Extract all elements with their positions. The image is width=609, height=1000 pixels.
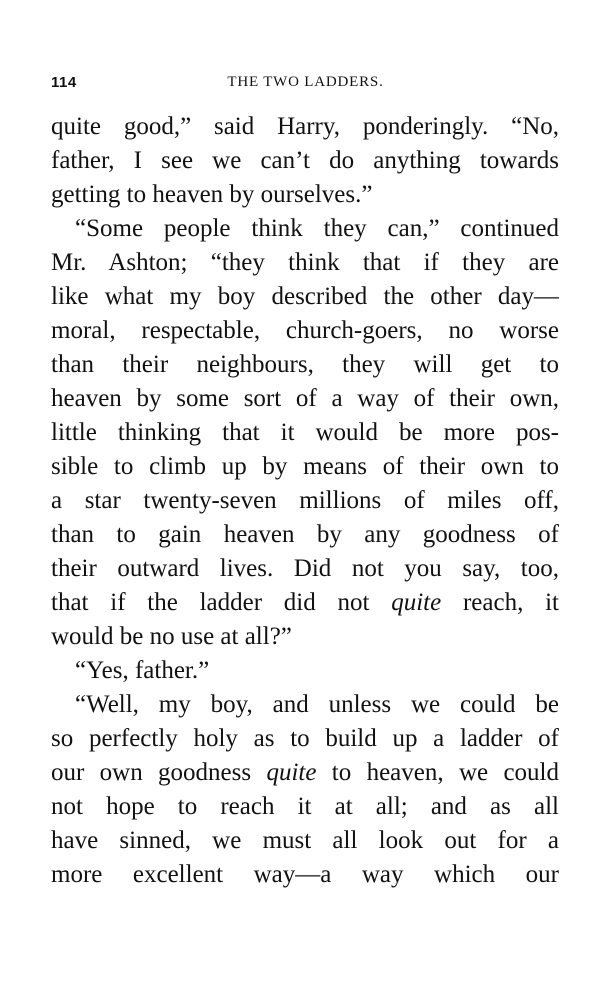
text-line: quite good,” said Harry, ponderingly. “No, bbox=[51, 113, 559, 140]
text-line: getting to heaven by ourselves.” bbox=[51, 181, 373, 208]
emphasis: quite bbox=[391, 589, 442, 616]
text-line: more excellent way—a way which our bbox=[51, 861, 559, 888]
body-text bbox=[51, 110, 559, 892]
text-line: father, I see we can’t do anything towards bbox=[51, 147, 559, 174]
page-header bbox=[51, 74, 560, 96]
page-number: 114 bbox=[51, 74, 77, 91]
emphasis: quite bbox=[266, 759, 317, 786]
text-line: Mr. Ashton; “they think that if they are bbox=[51, 249, 559, 276]
running-title: THE TWO LADDERS. bbox=[227, 74, 384, 90]
text-line: “Well, my boy, and unless we could be bbox=[75, 691, 559, 718]
text-line: than to gain heaven by any goodness of bbox=[51, 521, 559, 548]
text-line: a star twenty-seven millions of miles off, bbox=[51, 487, 559, 514]
text-line: like what my boy described the other day— bbox=[51, 283, 559, 310]
text-line: sible to climb up by means of their own to bbox=[51, 453, 559, 480]
text-line: “Some people think they can,” continued bbox=[75, 215, 559, 242]
text-line: would be no use at all?” bbox=[51, 623, 292, 650]
text-line: so perfectly holy as to build up a ladder of bbox=[51, 725, 559, 752]
text-line: than their neighbours, they will get to bbox=[51, 351, 559, 378]
text-line: have sinned, we must all look out for a bbox=[51, 827, 559, 854]
text-line: our own goodness quite to heaven, we could bbox=[51, 759, 559, 786]
text-line: not hope to reach it at all; and as all bbox=[51, 793, 559, 820]
text-line: “Yes, father.” bbox=[75, 657, 210, 684]
text-line: heaven by some sort of a way of their own, bbox=[51, 385, 559, 412]
text-line: that if the ladder did not quite reach, it bbox=[51, 589, 559, 616]
text-line: little thinking that it would be more pos- bbox=[51, 419, 559, 446]
text-line: their outward lives. Did not you say, too, bbox=[51, 555, 559, 582]
text-line: moral, respectable, church-goers, no worse bbox=[51, 317, 559, 344]
